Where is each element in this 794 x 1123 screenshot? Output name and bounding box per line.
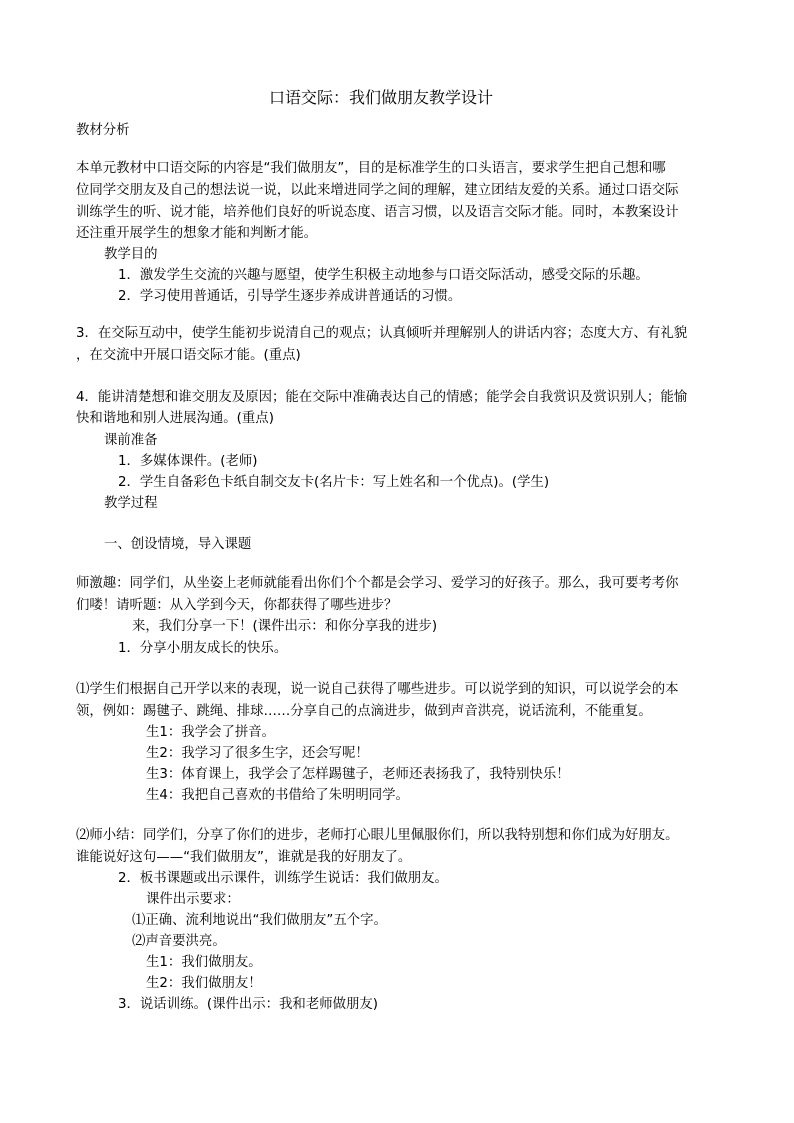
analysis-line-1: 本单元教材中口语交际的内容是“我们做朋友”，目的是标准学生的口头语言，要求学生把自己想和哪 — [76, 161, 666, 176]
section-heading-process: 教学过程 — [104, 496, 158, 511]
analysis-line-4: 还注重开展学生的想象才能和判断才能。 — [76, 226, 318, 241]
student-response-1: 生1：我学会了拼音。 — [146, 725, 276, 740]
process-step-1-detail-line-2: 领，例如：踢毽子、跳绳、排球……分享自己的点滴进步，做到声音洪亮，说话流利，不能重复。 — [76, 704, 652, 719]
objective-item-2: 2．学习使用普通话，引导学生逐步养成讲普通话的习惯。 — [118, 289, 462, 304]
objective-item-4-line-1: 4．能讲清楚想和谁交朋友及原因；能在交际中准确表达自己的情感；能学会自我赏识及赏识别人；能愉 — [76, 390, 688, 405]
student-response-2: 生2：我学习了很多生字，还会写呢！ — [146, 746, 369, 761]
section-heading-analysis: 教材分析 — [76, 123, 130, 138]
process-step-3: 3．说话训练。(课件出示：我和老师做朋友) — [118, 997, 378, 1012]
preparation-item-2: 2．学生自备彩色卡纸自制交友卡(名片卡：写上姓名和一个优点)。(学生) — [118, 475, 550, 490]
process-intro-line-2: 们喽！请听题：从入学到今天，你都获得了哪些进步？ — [76, 598, 398, 613]
preparation-item-1: 1．多媒体课件。(老师) — [118, 454, 258, 469]
section-heading-objectives: 教学目的 — [104, 247, 158, 262]
process-part-1-heading: 一、创设情境，导入课题 — [104, 537, 252, 552]
process-step-2: 2．板书课题或出示课件，训练学生说话：我们做朋友。 — [118, 871, 448, 886]
process-step-1: 1．分享小朋友成长的快乐。 — [118, 641, 288, 656]
section-heading-preparation: 课前准备 — [104, 433, 158, 448]
document-title: 口语交际：我们做朋友教学设计 — [269, 88, 494, 107]
student-response-3: 生3：体育课上，我学会了怎样踢毽子，老师还表扬我了，我特别快乐！ — [146, 767, 570, 782]
teacher-summary-line-2: 谁能说好这句——“我们做朋友”，谁就是我的好朋友了。 — [76, 850, 412, 865]
analysis-line-3: 训练学生的听、说才能，培养他们良好的听说态度、语言习惯，以及语言交际才能。同时，本教案设计 — [76, 205, 679, 220]
practice-response-2: 生2：我们做朋友！ — [146, 976, 262, 991]
practice-response-1: 生1：我们做朋友。 — [146, 955, 262, 970]
objective-item-3-line-1: 3．在交际互动中，使学生能初步说清自己的观点；认真倾听并理解别人的讲话内容；态度大方、有礼貌 — [76, 326, 688, 341]
objective-item-4-line-2: 快和谐地和别人进展沟通。(重点) — [76, 411, 274, 426]
requirement-1: ⑴正确、流利地说出“我们做朋友”五个字。 — [132, 913, 387, 928]
process-step-1-detail-line-1: ⑴学生们根据自己开学以来的表现，说一说自己获得了哪些进步。可以说学到的知识，可以说学会的本 — [76, 682, 679, 697]
objective-item-3-line-2: ，在交流中开展口语交际才能。(重点) — [76, 348, 301, 363]
process-share-line: 来，我们分享一下！(课件出示：和你分享我的进步) — [132, 619, 438, 634]
analysis-line-2: 位同学交朋友及自己的想法说一说，以此来增进同学之间的理解，建立团结友爱的关系。通过口语交际 — [76, 183, 679, 198]
requirement-2: ⑵声音要洪亮。 — [132, 934, 226, 949]
requirements-label: 课件出示要求： — [146, 892, 240, 907]
student-response-4: 生4：我把自己喜欢的书借给了朱明明同学。 — [146, 788, 409, 803]
process-intro-line-1: 师激趣：同学们，从坐姿上老师就能看出你们个个都是会学习、爱学习的好孩子。那么，我可要考考你 — [76, 576, 679, 591]
objective-item-1: 1．激发学生交流的兴趣与愿望，使学生积极主动地参与口语交际活动，感受交际的乐趣。 — [118, 268, 649, 283]
teacher-summary-line-1: ⑵师小结：同学们，分享了你们的进步，老师打心眼儿里佩服你们，所以我特别想和你们成为好朋友。 — [76, 828, 679, 843]
